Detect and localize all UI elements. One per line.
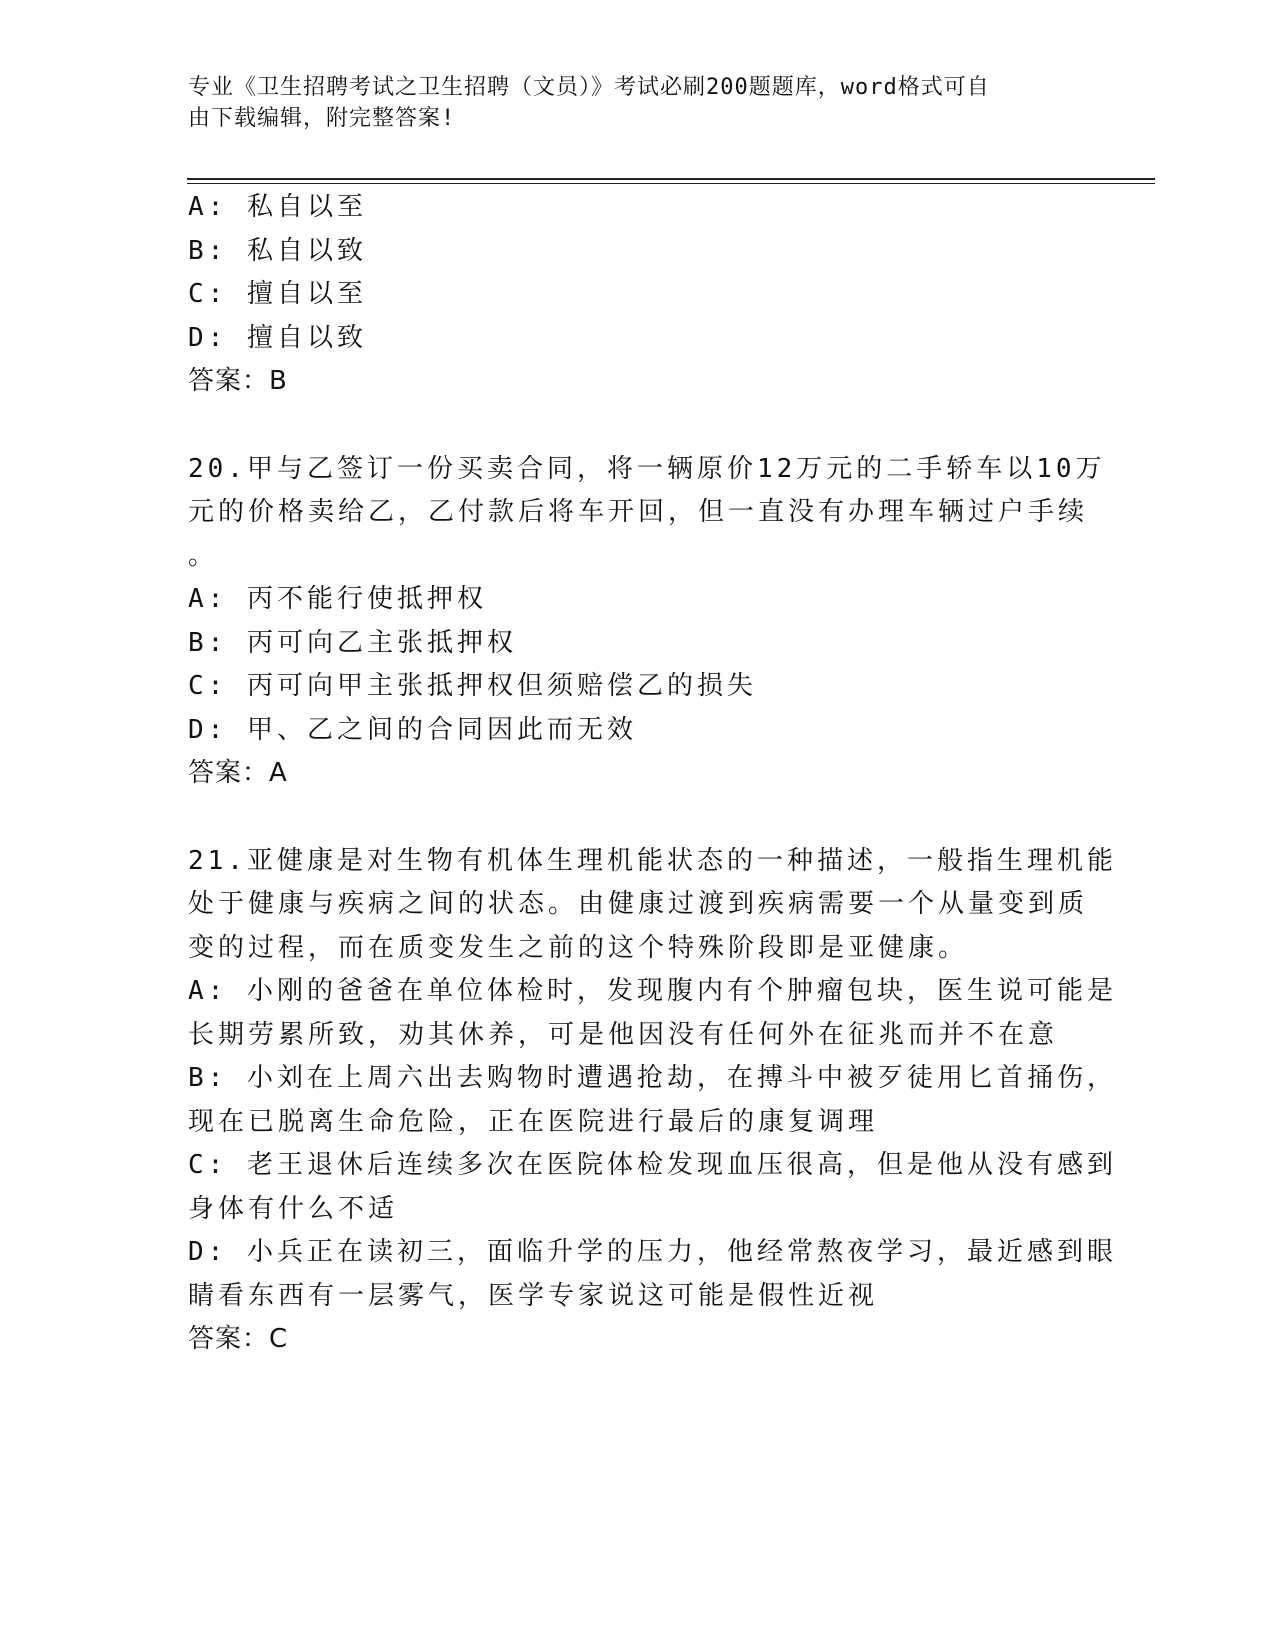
prev-option-a: A: 私自以至 [188, 192, 367, 222]
prev-option-b: B: 私自以致 [188, 236, 367, 266]
prev-option-d: D: 擅自以致 [188, 323, 367, 353]
q21-stem-line-1: 21.亚健康是对生物有机体生理机能状态的一种描述，一般指生理机能 [188, 846, 1117, 876]
q21-option-a-line-1: A: 小刚的爸爸在单位体检时，发现腹内有个肿瘤包块，医生说可能是 [188, 976, 1117, 1006]
q20-stem-line-1: 20.甲与乙签订一份买卖合同，将一辆原价12万元的二手轿车以10万 [188, 454, 1106, 484]
q20-option-d: D: 甲、乙之间的合同因此而无效 [188, 715, 637, 745]
q21-option-c-line-2: 身体有什么不适 [188, 1194, 399, 1224]
q21-answer: 答案：C [188, 1324, 289, 1354]
q21-option-c-line-1: C: 老王退休后连续多次在医院体检发现血压很高，但是他从没有感到 [188, 1150, 1117, 1180]
q21-stem-line-2: 处于健康与疾病之间的状态。由健康过渡到疾病需要一个从量变到质 [188, 889, 1089, 919]
q21-option-d-line-1: D: 小兵正在读初三，面临升学的压力，他经常熬夜学习，最近感到眼 [188, 1237, 1117, 1267]
q20-answer: 答案：A [188, 758, 288, 788]
q21-option-d-line-2: 睛看东西有一层雾气，医学专家说这可能是假性近视 [188, 1281, 879, 1311]
q20-option-a: A: 丙不能行使抵押权 [188, 584, 487, 614]
prev-answer: 答案：B [188, 366, 288, 396]
q20-option-c: C: 丙可向甲主张抵押权但须赔偿乙的损失 [188, 671, 757, 701]
q20-stem-line-2: 元的价格卖给乙，乙付款后将车开回，但一直没有办理车辆过户手续 [188, 497, 1089, 527]
header-line-2: 由下载编辑，附完整答案! [188, 106, 456, 131]
q21-option-b-line-2: 现在已脱离生命危险，正在医院进行最后的康复调理 [188, 1107, 879, 1137]
document-header [188, 72, 1068, 134]
q21-stem-line-3: 变的过程，而在质变发生之前的这个特殊阶段即是亚健康。 [188, 933, 969, 963]
q21-option-b-line-1: B: 小刘在上周六出去购物时遭遇抢劫，在搏斗中被歹徒用匕首捅伤， [188, 1063, 1117, 1093]
q20-stem-line-3: 。 [188, 541, 219, 571]
q20-option-b: B: 丙可向乙主张抵押权 [188, 628, 517, 658]
header-divider-thin [187, 183, 1155, 184]
prev-option-c: C: 擅自以至 [188, 279, 367, 309]
q21-option-a-line-2: 长期劳累所致，劝其休养，可是他因没有任何外在征兆而并不在意 [188, 1020, 1059, 1050]
header-line-1: 专业《卫生招聘考试之卫生招聘（文员）》考试必刷200题题库，word格式可自 [188, 75, 990, 100]
header-divider-thick [187, 178, 1155, 180]
